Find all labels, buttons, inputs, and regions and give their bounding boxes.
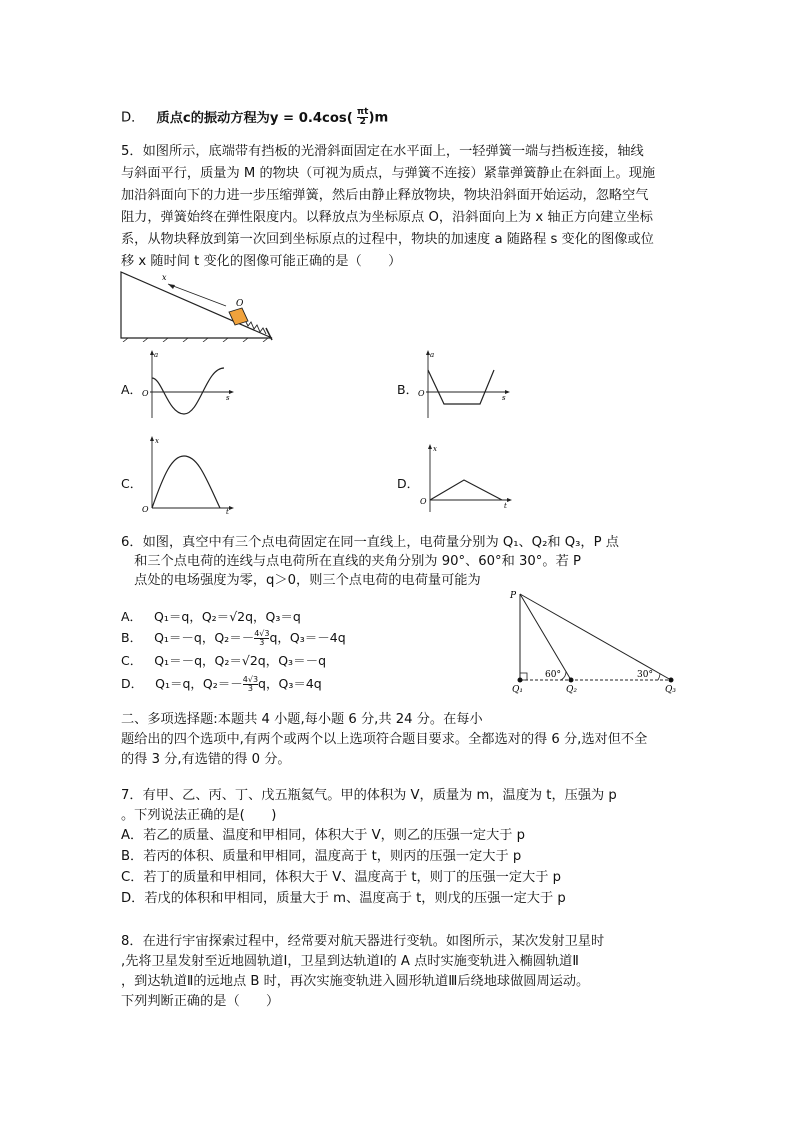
- graph-a-o: O: [142, 389, 149, 398]
- graph-c-o: O: [142, 505, 149, 514]
- sqrt-value: √2: [229, 609, 246, 624]
- graph-c[interactable]: [140, 434, 240, 514]
- graph-b-o: O: [418, 389, 425, 398]
- graph-b[interactable]: [416, 348, 516, 420]
- q8-line-3: ，到达轨道Ⅱ的远地点 B 时，再次实施变轨进入圆形轨道Ⅲ后绕地球做圆周运动。: [121, 974, 590, 989]
- option-label: D．: [121, 676, 144, 691]
- charges-figure: [508, 586, 684, 698]
- option-text: 质点c的振动方程为y = 0.4cos(: [156, 110, 353, 126]
- graph-b-x: s: [502, 394, 506, 402]
- incline-triangle: [121, 272, 272, 338]
- option-part: q，Q₃＝－q: [257, 653, 327, 668]
- fraction-denominator: 3: [259, 638, 265, 647]
- graph-d-y: x: [433, 445, 437, 453]
- graph-d-o: O: [420, 497, 427, 506]
- label-30: 30°: [637, 670, 653, 680]
- option-label: D．: [121, 110, 145, 126]
- q7-line-2: 。下列说法正确的是( ): [121, 808, 277, 823]
- q6-line-1: 6．如图，真空中有三个点电荷固定在同一直线上，电荷量分别为 Q₁、Q₂和 Q₃，P 点: [121, 535, 619, 550]
- option-label: B．: [121, 630, 143, 645]
- q6-option-c[interactable]: [121, 653, 326, 669]
- q8-line-4: 下列判断正确的是（ ）: [121, 994, 280, 1009]
- graph-c-y: x: [155, 437, 159, 445]
- label-q2: Q₂: [566, 685, 577, 695]
- option-part: Q₁＝q，Q₂＝: [154, 609, 230, 624]
- section2-line-3: 的得 3 分,有选错的得 0 分。: [121, 752, 291, 767]
- q5-line-4: 阻力，弹簧始终在弹性限度内。以释放点为坐标原点 O，沿斜面向上为 x 轴正方向建立坐标: [121, 210, 653, 225]
- graph-a-x: s: [226, 394, 230, 402]
- option-part: q，Q₃＝4q: [258, 676, 322, 691]
- graph-d-curve: [430, 480, 502, 500]
- q6-option-b[interactable]: [121, 630, 346, 647]
- q6-option-d[interactable]: [121, 676, 322, 693]
- q5-line-5: 系，从物块释放到第一次回到坐标原点的过程中，物块的加速度 a 随路程 s 变化的图像或位: [121, 232, 654, 247]
- section2-line-2: 题给出的四个选项中,有两个或两个以上选项符合题目要求。全都选对的得 6 分,选对但不全: [121, 732, 648, 747]
- graph-c-x: t: [226, 508, 229, 514]
- option-label: C．: [121, 653, 143, 668]
- line-p-q3: [520, 594, 671, 680]
- q6-line-2: 和三个点电荷的连线与点电荷所在直线的夹角分别为 90°、60°和 30°。若 P: [121, 554, 581, 569]
- fraction-numerator: 4√3: [242, 675, 259, 684]
- q5-line-6: 移 x 随时间 t 变化的图像可能正确的是（ ）: [121, 254, 402, 269]
- fraction: [243, 676, 258, 693]
- graph-c-curve: [152, 456, 220, 508]
- graph-a[interactable]: [140, 348, 240, 420]
- ground-hatch: [123, 338, 268, 342]
- fraction-numerator: πt: [357, 107, 369, 117]
- q8-line-1: 8．在进行宇宙探索过程中，经常要对航天器进行变轨。如图所示，某次发射卫星时: [121, 934, 605, 949]
- x-axis-label: x: [162, 273, 167, 282]
- origin-label: O: [236, 299, 244, 309]
- graph-a-label: A．: [121, 382, 143, 397]
- charge-q3: [669, 678, 674, 683]
- x-axis-arrowhead: [168, 284, 175, 289]
- label-60: 60°: [545, 670, 561, 680]
- option-suffix: )m: [368, 110, 389, 126]
- fraction: [254, 630, 269, 647]
- x-axis-arrow: [168, 284, 226, 306]
- graph-a-y: a: [154, 351, 159, 359]
- graph-b-label: B．: [397, 382, 419, 397]
- option-part: q，Q₃＝－4q: [269, 630, 346, 645]
- angle-30-arc: [658, 674, 660, 680]
- sqrt-value: √2: [241, 653, 258, 668]
- section2-line-1: 二、多项选择题:本题共 4 小题,每小题 6 分,共 24 分。在每小: [121, 712, 483, 727]
- q7-option-b[interactable]: B．若丙的体积、质量和甲相同，温度高于 t，则丙的压强一定大于 p: [121, 849, 522, 864]
- charge-q1: [518, 678, 523, 683]
- label-p: P: [510, 591, 517, 601]
- graph-b-curve: [428, 370, 494, 404]
- option-part: Q₁＝－q，Q₂＝: [154, 653, 242, 668]
- option-part: q，Q₃＝q: [245, 609, 301, 624]
- block: [229, 308, 248, 325]
- option-part: Q₁＝－q，Q₂＝－: [154, 630, 255, 645]
- graph-d-label: D．: [397, 476, 420, 491]
- graph-b-y: a: [430, 351, 435, 359]
- q5-line-2: 与斜面平行，质量为 M 的物块（可视为质点，与弹簧不连接）紧靠弹簧静止在斜面上。现施: [121, 166, 656, 181]
- q7-line-1: 7．有甲、乙、丙、丁、戊五瓶氦气。甲的体积为 V，质量为 m，温度为 t，压强为 p: [121, 788, 617, 803]
- option-label: A．: [121, 609, 143, 624]
- option-part: Q₁＝q，Q₂＝－: [155, 676, 243, 691]
- q6-option-a[interactable]: [121, 609, 301, 625]
- label-q3: Q₃: [665, 685, 676, 695]
- fraction-denominator: 2: [359, 117, 366, 127]
- q7-option-c[interactable]: C．若丁的质量和甲相同，体积大于 V、温度高于 t，则丁的压强一定大于 p: [121, 870, 561, 885]
- angle-60-arc: [561, 671, 566, 680]
- q7-option-d[interactable]: D．若戊的体积和甲相同，质量大于 m、温度高于 t，则戊的压强一定大于 p: [121, 891, 566, 906]
- q5-line-3: 加沿斜面向下的力进一步压缩弹簧，然后由静止释放物块，物块沿斜面开始运动，忽略空气: [121, 188, 649, 203]
- q5-line-1: 5．如图所示，底端带有挡板的光滑斜面固定在水平面上，一轻弹簧一端与挡板连接，轴线: [121, 144, 644, 159]
- fraction-numerator: 4√3: [254, 629, 270, 638]
- q8-line-2: ,先将卫星发射至近地圆轨道Ⅰ，卫星到达轨道Ⅰ的 A 点时实施变轨进入椭圆轨道Ⅱ: [121, 954, 579, 969]
- graph-d-x: t: [504, 502, 507, 510]
- line-p-q2: [520, 594, 571, 680]
- fraction: [357, 108, 368, 127]
- graph-d[interactable]: [418, 442, 518, 514]
- q6-line-3: 点处的电场强度为零，q＞0，则三个点电荷的电荷量可能为: [121, 573, 481, 588]
- q7-option-a[interactable]: A．若乙的质量、温度和甲相同，体积大于 V，则乙的压强一定大于 p: [121, 828, 526, 843]
- q4-option-d: [121, 108, 388, 128]
- fraction-denominator: 3: [247, 684, 253, 693]
- charge-q2: [569, 678, 574, 683]
- label-q1: Q₁: [512, 685, 523, 695]
- graph-c-label: C．: [121, 476, 143, 491]
- graph-a-curve: [152, 368, 224, 414]
- incline-figure: [118, 270, 280, 342]
